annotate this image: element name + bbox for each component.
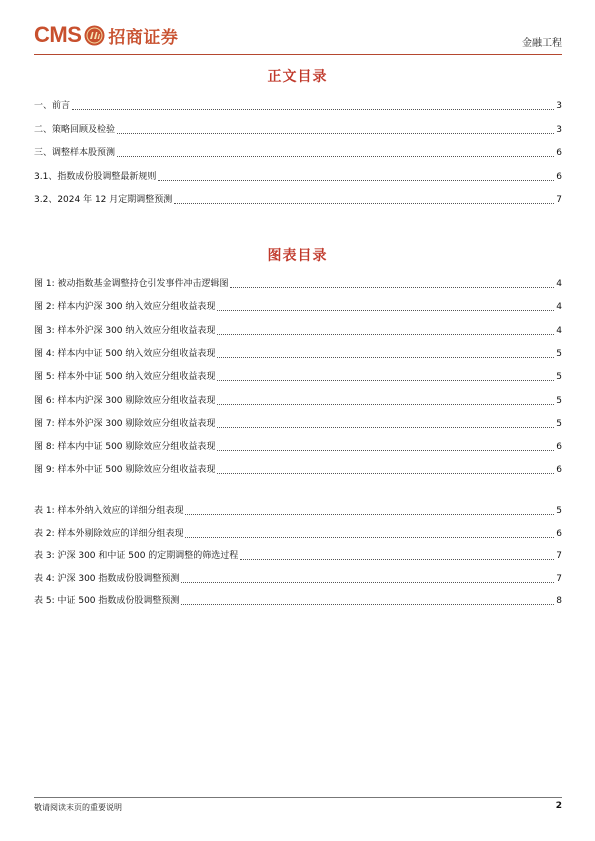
- toc-entry-label: 3.1、指数成份股调整最新规则: [34, 171, 157, 182]
- figure-entry-page: 4: [556, 279, 562, 289]
- dot-leader: [117, 156, 554, 157]
- toc-entry[interactable]: [34, 98, 562, 112]
- toc-entry-label: 二、策略回顾及检验: [34, 124, 116, 135]
- toc-entry-page: 6: [556, 171, 562, 182]
- figure-entry[interactable]: [34, 462, 562, 476]
- dot-leader: [230, 287, 554, 288]
- page-header: [34, 18, 562, 55]
- table-entry[interactable]: [34, 593, 562, 607]
- figure-entry-label: 图 8: 样本内中证 500 剔除效应分组收益表现: [34, 442, 216, 453]
- table-entry-label: 表 5: 中证 500 指数成份股调整预测: [34, 596, 180, 606]
- toc-entry-label: 一、前言: [34, 101, 71, 111]
- table-entry-page: 7: [556, 573, 562, 584]
- figure-entry[interactable]: [34, 346, 562, 360]
- dot-leader: [158, 180, 554, 181]
- department-label: 金融工程: [522, 38, 562, 49]
- table-entry-label: 表 3: 沪深 300 和中证 500 的定期调整的筛选过程: [34, 551, 239, 561]
- figures-title: 图表目录: [267, 248, 328, 264]
- table-entry[interactable]: [34, 548, 562, 562]
- dot-leader: [181, 582, 554, 583]
- toc-entry-page: 7: [556, 195, 562, 205]
- dot-leader: [217, 450, 554, 451]
- figure-entry-page: 5: [556, 418, 562, 429]
- table-entry[interactable]: [34, 503, 562, 517]
- figure-entry-page: 6: [556, 465, 562, 476]
- toc-entry-label: 3.2、2024 年 12 月定期调整预测: [34, 195, 173, 205]
- dot-leader: [240, 559, 554, 560]
- figure-entry-label: 图 5: 样本外中证 500 纳入效应分组收益表现: [34, 372, 216, 383]
- cms-logo: [34, 22, 178, 48]
- toc-entry-page: 6: [556, 148, 562, 158]
- toc-entry[interactable]: [34, 145, 562, 159]
- table-entry-page: 6: [556, 528, 562, 539]
- dot-leader: [217, 334, 554, 335]
- page-number: 2: [555, 801, 562, 811]
- table-entry-label: 表 1: 样本外纳入效应的详细分组表现: [34, 506, 184, 516]
- table-entry[interactable]: [34, 526, 562, 540]
- figure-entry[interactable]: [34, 323, 562, 337]
- dot-leader: [217, 473, 554, 474]
- dot-leader: [217, 404, 554, 405]
- figure-entry-label: 图 4: 样本内中证 500 纳入效应分组收益表现: [34, 348, 216, 359]
- figure-entry-label: 图 3: 样本外沪深 300 纳入效应分组收益表现: [34, 325, 216, 336]
- figure-entry-page: 5: [556, 348, 562, 359]
- figure-entry[interactable]: [34, 276, 562, 290]
- figure-entry-label: 图 2: 样本内沪深 300 纳入效应分组收益表现: [34, 302, 216, 313]
- figure-entry-page: 5: [556, 372, 562, 383]
- cms-emblem-icon: [84, 25, 105, 46]
- table-entry[interactable]: [34, 571, 562, 585]
- figure-entry[interactable]: [34, 439, 562, 453]
- table-entry-page: 7: [556, 551, 562, 561]
- dot-leader: [217, 427, 554, 428]
- dot-leader: [217, 380, 554, 381]
- logo-cn-text: 招商证券: [108, 27, 179, 48]
- figure-entry-page: 4: [556, 302, 562, 313]
- dot-leader: [185, 537, 554, 538]
- figure-entry-label: 图 6: 样本内沪深 300 剔除效应分组收益表现: [34, 395, 216, 406]
- toc-entry[interactable]: [34, 122, 562, 136]
- figure-entry[interactable]: [34, 416, 562, 430]
- dot-leader: [117, 133, 554, 134]
- table-entry-label: 表 2: 样本外剔除效应的详细分组表现: [34, 528, 184, 539]
- footer-disclaimer: 敬请阅读末页的重要说明: [34, 803, 122, 812]
- figure-entry-label: 图 1: 被动指数基金调整持仓引发事件冲击逻辑图: [34, 279, 229, 289]
- figure-entry-label: 图 7: 样本外沪深 300 剔除效应分组收益表现: [34, 418, 216, 429]
- logo-cms-text: CMS: [34, 22, 82, 47]
- table-entry-page: 8: [556, 596, 562, 606]
- footer-divider: [34, 797, 562, 798]
- dot-leader: [185, 514, 554, 515]
- table-entry-label: 表 4: 沪深 300 指数成份股调整预测: [34, 573, 180, 584]
- toc-entry[interactable]: [34, 169, 562, 183]
- figure-entry-page: 6: [556, 442, 562, 453]
- figure-entry-page: 5: [556, 395, 562, 406]
- dot-leader: [72, 109, 554, 110]
- figure-entry[interactable]: [34, 369, 562, 383]
- figure-entry-label: 图 9: 样本外中证 500 剔除效应分组收益表现: [34, 465, 216, 476]
- dot-leader: [217, 357, 554, 358]
- dot-leader: [217, 310, 554, 311]
- toc-entry[interactable]: [34, 192, 562, 206]
- toc-entry-label: 三、调整样本股预测: [34, 148, 116, 158]
- toc-entry-page: 3: [556, 101, 562, 111]
- figure-entry[interactable]: [34, 393, 562, 407]
- toc-entry-page: 3: [556, 124, 562, 135]
- dot-leader: [181, 604, 554, 605]
- figure-entry[interactable]: [34, 299, 562, 313]
- dot-leader: [174, 203, 554, 204]
- toc-title: 正文目录: [267, 69, 328, 85]
- table-entry-page: 5: [556, 506, 562, 516]
- figure-entry-page: 4: [556, 325, 562, 336]
